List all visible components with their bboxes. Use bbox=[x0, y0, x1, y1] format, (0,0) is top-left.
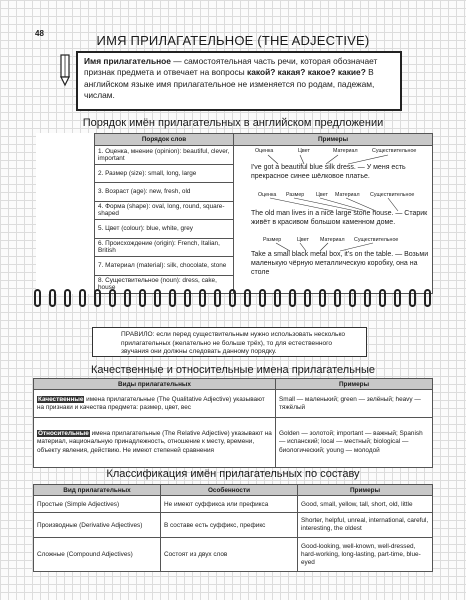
example-label: Размер bbox=[263, 237, 282, 243]
qualitative-row bbox=[34, 390, 276, 418]
example-label: Размер bbox=[286, 192, 305, 198]
example-arrows bbox=[248, 150, 433, 260]
examples-col-header: Примеры bbox=[298, 485, 433, 496]
relative-row bbox=[34, 418, 276, 468]
class-section-title: Классификация имён прилагательных по составу bbox=[106, 468, 360, 480]
class-features: В составе есть суффикс, префикс bbox=[161, 513, 298, 538]
page-number-top: 48 bbox=[35, 29, 44, 38]
example-label: Цвет bbox=[298, 148, 310, 154]
class-features: Не имеют суффикса или префикса bbox=[161, 496, 298, 513]
order-row: 1. Оценка, мнение (opinion): beautiful, clever, important bbox=[95, 146, 234, 165]
class-examples: Good, small, yellow, tall, short, old, little bbox=[298, 496, 433, 513]
definition-text: — самостоятельная часть речи, которая обозначает признак предмета и отвечает на вопросы bbox=[84, 56, 378, 78]
example-label: Существительное bbox=[370, 192, 415, 198]
definition-term: Имя прилагательное bbox=[84, 56, 171, 66]
example-sentence: I've got a beautiful blue silk dress. — У меня есть прекрасное синее шёлковое платье. bbox=[251, 164, 406, 180]
qual-section-title: Качественные и относительные имена прилагательные bbox=[90, 364, 376, 376]
order-row: 2. Размер (size): small, long, large bbox=[95, 164, 234, 183]
examples-col-header: Примеры bbox=[234, 134, 433, 146]
features-col-header: Особенности bbox=[161, 485, 298, 496]
qualitative-text: имена прилагательные (The Qualitative Adjective) указывают на признаки и качества предмета: размер, цвет, вес bbox=[37, 395, 265, 411]
definition-questions: какой? какая? какое? какие? bbox=[247, 67, 366, 78]
example-sentence: The old man lives in a nice large stone house. — Старик живёт в красивом большом каменном доме. bbox=[251, 210, 428, 226]
pencil-icon bbox=[58, 53, 72, 87]
example-sentence: Take a small black metal box, it's on the table. — Возьми маленькую чёрную металлическую коробку, она на столе bbox=[251, 251, 429, 276]
example-label: Существительное bbox=[372, 148, 417, 154]
order-section-title: Порядок имён прилагательных в английском предложении bbox=[82, 117, 384, 129]
qualitative-term: Качественные bbox=[38, 395, 84, 403]
kind-col-header: Вид прилагательных bbox=[34, 485, 161, 496]
qualitative-table bbox=[33, 378, 433, 468]
class-examples: Shorter, helpful, unreal, international, careful, interesting, the oldest bbox=[298, 513, 433, 538]
example-label: Оценка bbox=[258, 192, 277, 198]
class-kind: Сложные (Compound Adjectives) bbox=[34, 538, 161, 572]
relative-text: имена прилагательные (The Relative Adjective) указывают на материал, национальную принадлежность, отношение к месту, времени, объекту явления, действию. Не имеют степеней сравнения bbox=[37, 429, 272, 454]
definition-box bbox=[76, 51, 402, 111]
order-row: 4. Форма (shape): oval, long, round, square-shaped bbox=[95, 201, 234, 220]
example-label: Существительное bbox=[354, 237, 399, 243]
classification-table bbox=[33, 484, 433, 572]
order-row: 8. Существительное (noun): dress, cake, house bbox=[95, 275, 234, 294]
examples-col-header: Примеры bbox=[276, 379, 433, 390]
example-label: Цвет bbox=[297, 237, 309, 243]
example-label: Оценка bbox=[255, 148, 274, 154]
example-label: Материал bbox=[320, 237, 345, 243]
page-title: ИМЯ ПРИЛАГАТЕЛЬНОЕ (THE ADJECTIVE) bbox=[96, 33, 370, 48]
class-kind: Производные (Derivative Adjectives) bbox=[34, 513, 161, 538]
definition-text-2: В английском языке имя прилагательное не изменяется по родам, падежам, числам. bbox=[84, 67, 375, 100]
class-kind: Простые (Simple Adjectives) bbox=[34, 496, 161, 513]
class-features: Состоят из двух слов bbox=[161, 538, 298, 572]
order-row: 3. Возраст (age): new, fresh, old bbox=[95, 183, 234, 202]
example-label: Цвет bbox=[316, 192, 328, 198]
order-row: 5. Цвет (colour): blue, white, grey bbox=[95, 220, 234, 239]
class-examples: Good-looking, well-known, well-dressed, hard-working, long-lasting, part-time, blue-eyed bbox=[298, 538, 433, 572]
relative-examples: Golden — золотой; important — важный; Spanish — испанский; local — местный; biological — биологический; young — молодой bbox=[276, 418, 433, 468]
example-label: Материал bbox=[335, 192, 360, 198]
order-row: 6. Происхождение (origin): French, Italian, British bbox=[95, 238, 234, 257]
kind-col-header: Виды прилагательных bbox=[34, 379, 276, 390]
order-col-header: Порядок слов bbox=[95, 134, 234, 146]
relative-term: Относительные bbox=[38, 429, 89, 437]
example-label: Материал bbox=[333, 148, 358, 154]
order-row: 7. Материал (material): silk, chocolate, stone bbox=[95, 257, 234, 276]
qualitative-examples: Small — маленький; green — зелёный; heavy — тяжёлый bbox=[276, 390, 433, 418]
rule-box: ПРАВИЛО: если перед существительным нужно использовать несколько прилагательных (желательно не больше трёх), то для естественного звучания они должны следовать данному порядку. bbox=[92, 327, 367, 357]
